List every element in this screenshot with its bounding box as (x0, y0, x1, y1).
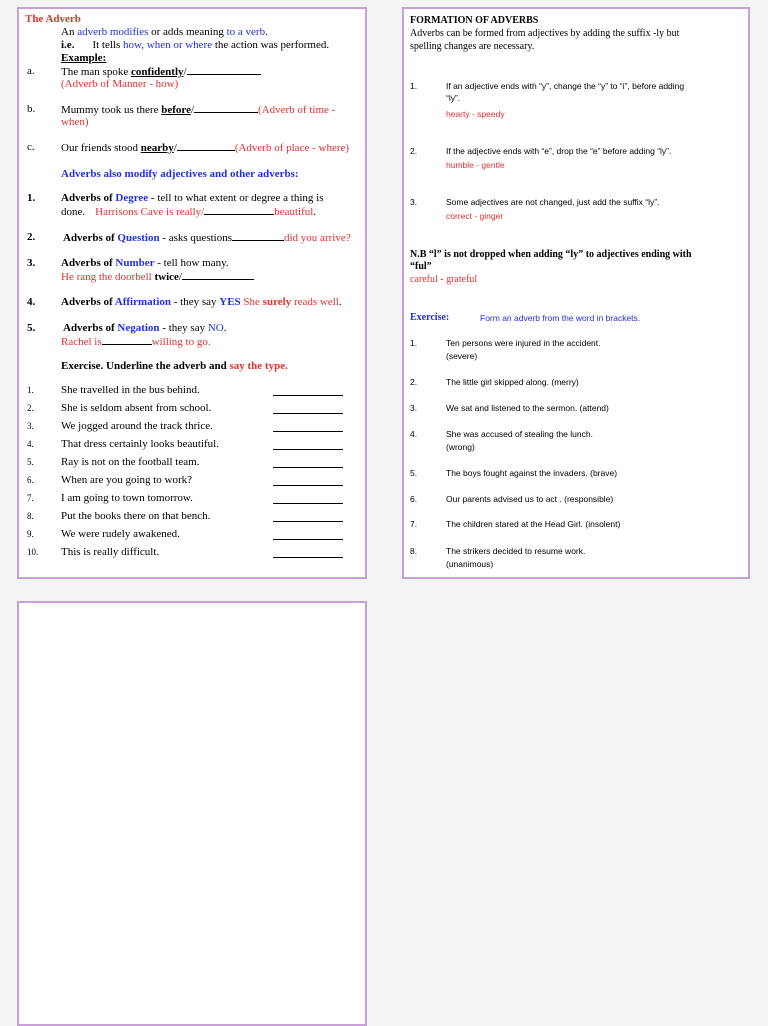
item-text: The strikers decided to resume work. (446, 546, 586, 556)
rule-text: If an adjective ends with “y”, change the “y” to “i”, before adding (446, 81, 685, 91)
rule-text: If the adjective ends with “e”, drop the “e” before adding “ly”. (446, 146, 672, 156)
item-text: Our parents advised us to act . (responsible) (446, 494, 614, 504)
rule-example: correct - ginger (446, 211, 504, 221)
type-number-example: He rang the doorbell twice/ (61, 270, 254, 284)
item-text: The boys fought against the invaders. (brave) (446, 468, 618, 478)
item-number: 8. (410, 546, 418, 556)
type-number: 5. (27, 322, 36, 334)
exercise-heading: Exercise. Underline the adverb and say the type. (61, 360, 288, 372)
answer-line[interactable] (273, 485, 343, 486)
rule-text: Some adjectives are not changed, just add the suffix “ly”. (446, 197, 660, 207)
type-degree-example: done. Harrisons Cave is really/ beautiful. (61, 206, 317, 218)
example-letter: b. (27, 103, 36, 115)
item-hint: (unanimous) (446, 559, 494, 569)
example-letter: c. (27, 141, 35, 153)
type-number: 1. (27, 192, 36, 204)
item-text: The children stared at the Head Girl. (insolent) (446, 519, 621, 529)
exercise-label: Exercise: (410, 312, 450, 323)
nb-example: careful - grateful (410, 274, 478, 285)
sentence-number: 10. (27, 547, 39, 557)
sentence-text: This is really difficult. (61, 546, 160, 558)
example-sentence: Our friends stood nearby/ (Adverb of place - where) (61, 142, 350, 154)
example-letter: a. (27, 65, 35, 77)
item-text: She was accused of stealing the lunch. (446, 429, 593, 439)
type-number: 3. (27, 257, 36, 269)
answer-line[interactable] (273, 413, 343, 414)
sentence-number: 9. (27, 529, 34, 539)
sentence-number: 8. (27, 511, 34, 521)
sentence-text: We were rudely awakened. (61, 528, 180, 540)
subheading: Adverbs also modify adjectives and other adverbs: (61, 168, 299, 180)
section-title: FORMATION OF ADVERBS (410, 15, 539, 26)
item-number: 4. (410, 429, 418, 439)
nb-note: “ful” (410, 261, 432, 272)
answer-line[interactable] (273, 431, 343, 432)
item-number: 2. (410, 377, 418, 387)
type-number: 2. (27, 231, 36, 243)
rule-text: “ly”. (446, 93, 461, 103)
adverb-notes-panel (17, 7, 367, 579)
type-negation-example: Rachel is willing to go. (61, 336, 211, 348)
answer-line[interactable] (273, 557, 343, 558)
sentence-text: I am going to town tomorrow. (61, 492, 193, 504)
sentence-number: 5. (27, 457, 34, 467)
sentence-text: Put the books there on that bench. (61, 510, 211, 522)
item-number: 6. (410, 494, 418, 504)
sentence-text: She travelled in the bus behind. (61, 384, 200, 396)
rule-number: 3. (410, 197, 418, 207)
answer-line[interactable] (273, 395, 343, 396)
sentence-number: 6. (27, 475, 34, 485)
example-sentence: Mummy took us there before/ (Adverb of time - (61, 104, 336, 116)
sentence-number: 2. (27, 403, 34, 413)
sentence-number: 1. (27, 385, 34, 395)
item-hint: (wrong) (446, 442, 475, 452)
type-affirmation: Adverbs of Affirmation - they say YES She surely reads well. (61, 296, 342, 308)
type-negation: Adverbs of Negation - they say NO. (63, 322, 227, 334)
example-label: Example: (61, 52, 107, 64)
type-question: Adverbs of Question - asks questions did you arrive? (63, 232, 351, 244)
answer-line[interactable] (273, 449, 343, 450)
ie-text: i.e. It tells how, when or where the action was performed. (61, 39, 330, 51)
item-hint: (severe) (446, 351, 478, 361)
formation-panel (402, 7, 750, 579)
rule-example: hearty - speedy (446, 109, 505, 119)
item-number: 1. (410, 338, 418, 348)
item-number: 7. (410, 519, 418, 529)
item-number: 3. (410, 403, 418, 413)
item-text: Ten persons were injured in the accident. (446, 338, 601, 348)
sentence-text: When are you going to work? (61, 474, 193, 486)
exercise-instruction: Form an adverb from the word in brackets. (480, 313, 641, 323)
rule-example: humble - gentle (446, 160, 505, 170)
type-number: 4. (27, 296, 36, 308)
item-text: The little girl skipped along. (merry) (446, 377, 579, 387)
answer-line[interactable] (273, 539, 343, 540)
answer-line[interactable] (273, 521, 343, 522)
formation-desc: spelling changes are necessary. (410, 41, 535, 52)
example-sentence: The man spoke confidently/ (61, 65, 261, 79)
sentence-text: She is seldom absent from school. (61, 402, 212, 414)
blank-page-panel (17, 601, 367, 1026)
item-number: 5. (410, 468, 418, 478)
answer-line[interactable] (273, 503, 343, 504)
intro-text: An adverb modifies or adds meaning to a verb. (61, 26, 268, 38)
rule-number: 1. (410, 81, 418, 91)
type-degree: Adverbs of Degree - tell to what extent or degree a thing is (61, 192, 324, 204)
rule-number: 2. (410, 146, 418, 156)
sentence-number: 7. (27, 493, 34, 503)
sentence-text: Ray is not on the football team. (61, 456, 200, 468)
answer-line[interactable] (273, 467, 343, 468)
type-number-desc: Adverbs of Number - tell how many. (61, 257, 229, 269)
section-title: The Adverb (25, 13, 81, 25)
formation-desc: Adverbs can be formed from adjectives by adding the suffix -ly but (410, 28, 680, 39)
sentence-number: 4. (27, 439, 34, 449)
example-note: when) (61, 116, 89, 128)
item-text: We sat and listened to the sermon. (attend) (446, 403, 609, 413)
sentence-text: That dress certainly looks beautiful. (61, 438, 219, 450)
sentence-number: 3. (27, 421, 34, 431)
example-note: (Adverb of Manner - how) (61, 78, 179, 90)
sentence-text: We jogged around the track thrice. (61, 420, 213, 432)
nb-note: N.B “l” is not dropped when adding “ly” to adjectives ending with (410, 249, 692, 260)
